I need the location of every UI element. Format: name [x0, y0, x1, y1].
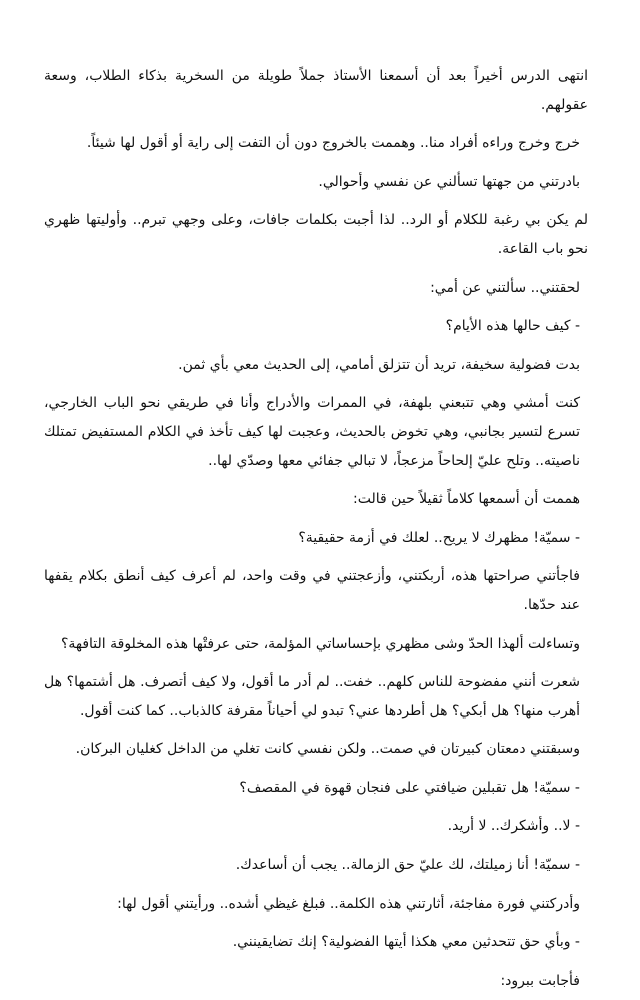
dialogue-line: - وبأي حق تتحدثين معي هكذا أيتها الفضولية؟ إنك تضايقينني.	[232, 934, 580, 951]
dialogue-line: - سميّة! مظهرك لا يريح.. لعلك في أزمة حقيقية؟	[298, 529, 580, 546]
dialogue-line: - سميّة! أنا زميلتك، لك عليّ حق الزمالة.. يجب أن أساعدك.	[235, 857, 580, 874]
dialogue-line: - كيف حالها هذه الأيام؟	[445, 318, 580, 335]
paragraph: لم يكن بي رغبة للكلام أو الرد.. لذا أجبت بكلمات جافات، وعلى وجهي تبرم.. وأوليتها ظهري نحو باب القاعة.	[44, 212, 588, 257]
paragraph: هممت أن أسمعها كلاماً ثقيلاً حين قالت:	[353, 491, 580, 508]
paragraph: فأجابت ببرود:	[500, 972, 580, 989]
dialogue-line: - لا.. وأشكرك.. لا أريد.	[447, 818, 580, 835]
paragraph: كنت أمشي وهي تتبعني بلهفة، في الممرات والأدراج وأنا في طريقي نحو الباب الخارجي، تسرع لتسير بجانبي، وهي تخوض بالحديث، وعجبت لها كيف تأخذ في الكلام المستفيض تمتلك ناصيته.. وتلح عليّ إلحاحاً مزعجاً، لا تبالي جفائي معها وصدّي لها..	[44, 395, 580, 469]
paragraph: انتهى الدرس أخيراً بعد أن أسمعنا الأستاذ جملاً طويلة من السخرية بذكاء الطلاب، وسعة عقولهم.	[44, 68, 588, 113]
paragraph: بادرتني من جهتها تسألني عن نفسي وأحوالي.	[318, 173, 580, 190]
dialogue-line: - سميّة! هل تقبلين ضيافتي على فنجان قهوة في المقصف؟	[239, 779, 580, 796]
paragraph: بدت فضولية سخيفة، تريد أن تتزلق أمامي، إلى الحديث معي بأي ثمن.	[178, 356, 580, 373]
paragraph: وسبقتني دمعتان كبيرتان في صمت.. ولكن نفسي كانت تغلي من الداخل كغليان البركان.	[75, 741, 580, 758]
paragraph: لحقتني.. سألتني عن أمي:	[430, 279, 580, 296]
paragraph: فاجأتني صراحتها هذه، أربكتني، وأزعجتني في وقت واحد، لم أعرف كيف أنطق بكلام يقفها عند حدّها.	[44, 568, 580, 613]
paragraph: شعرت أنني مفضوحة للناس كلهم.. خفت.. لم أدر ما أقول، ولا كيف أتصرف. هل أشتمها؟ هل أهرب منها؟ هل أبكي؟ هل أطردها عني؟ تبدو لي أحياناً مقرفة كالذباب.. كما كنت أقول.	[44, 674, 580, 719]
paragraph: وتساءلت ألهذا الحدّ وشى مظهري بإحساساتي المؤلمة، حتى عرفتْها هذه المخلوقة التافهة؟	[60, 635, 580, 652]
paragraph: خرج وخرج وراءه أفراد منا.. وهممت بالخروج دون أن التفت إلى راية أو أقول لها شيئاً.	[86, 135, 580, 152]
paragraph: وأدركتني فورة مفاجئة، أثارتني هذه الكلمة.. فبلغ غيظي أشده.. ورأيتني أقول لها:	[117, 895, 580, 912]
